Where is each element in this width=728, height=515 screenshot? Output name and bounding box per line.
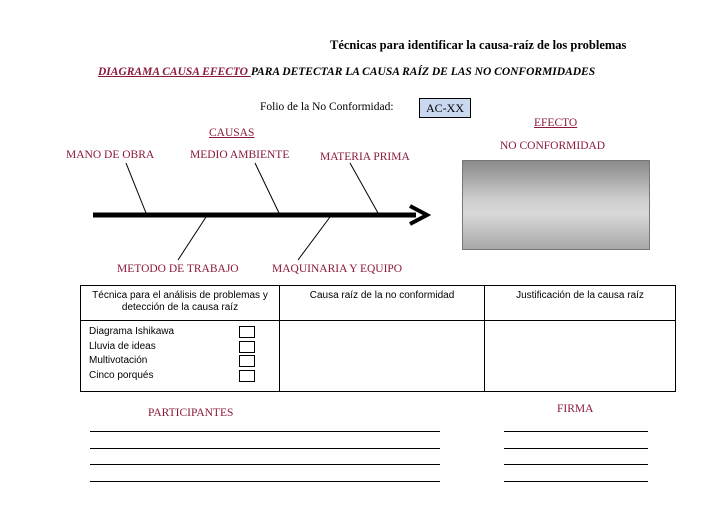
- technique-label: Lluvia de ideas: [89, 340, 156, 352]
- participant-line[interactable]: [90, 464, 440, 465]
- signature-line[interactable]: [504, 448, 648, 449]
- subtitle-diagram-name: DIAGRAMA CAUSA EFECTO: [98, 66, 251, 78]
- technique-list: [81, 321, 280, 392]
- participant-line[interactable]: [90, 481, 440, 482]
- folio-field[interactable]: AC-XX: [419, 98, 471, 118]
- page-title: Técnicas para identificar la causa-raíz de los problemas: [330, 38, 627, 52]
- participant-line[interactable]: [90, 431, 440, 432]
- header-root-cause: Causa raíz de la no conformidad: [280, 286, 485, 321]
- signature-line[interactable]: [504, 481, 648, 482]
- bone-medio-ambiente: [255, 163, 279, 213]
- bone-materia-prima: [350, 163, 378, 213]
- list-item: [89, 340, 271, 355]
- technique-table: [80, 285, 676, 392]
- technique-checkbox[interactable]: [239, 370, 255, 382]
- causas-label: CAUSAS: [209, 127, 255, 139]
- bone-metodo-de-trabajo: [178, 217, 206, 260]
- firma-label: FIRMA: [557, 403, 594, 415]
- technique-checkbox[interactable]: [239, 326, 255, 338]
- signature-line[interactable]: [504, 431, 648, 432]
- table-header-row: [81, 286, 676, 321]
- bone-maquinaria-y-equipo: [298, 217, 330, 260]
- participantes-label: PARTICIPANTES: [148, 407, 234, 419]
- cause-mano-de-obra: MANO DE OBRA: [66, 149, 155, 161]
- technique-label: Multivotación: [89, 355, 148, 366]
- efecto-text: NO CONFORMIDAD: [500, 140, 606, 152]
- participant-line[interactable]: [90, 448, 440, 449]
- root-cause-field[interactable]: [280, 321, 485, 392]
- signature-line[interactable]: [504, 464, 648, 465]
- list-item: [89, 369, 271, 384]
- efecto-label: EFECTO: [534, 117, 578, 129]
- cause-medio-ambiente: MEDIO AMBIENTE: [190, 149, 290, 161]
- header-technique: Técnica para el análisis de problemas y detección de la causa raíz: [81, 286, 280, 321]
- cause-maquinaria-y-equipo: MAQUINARIA Y EQUIPO: [272, 263, 403, 275]
- justification-field[interactable]: [485, 321, 676, 392]
- list-item: [89, 325, 271, 340]
- technique-label: Cinco porqués: [89, 369, 154, 381]
- technique-label: Diagrama Ishikawa: [89, 326, 175, 337]
- list-item: [89, 354, 271, 369]
- header-justification: Justificación de la causa raíz: [485, 286, 676, 321]
- technique-checkbox[interactable]: [239, 355, 255, 367]
- cause-materia-prima: MATERIA PRIMA: [320, 151, 410, 163]
- folio-label: Folio de la No Conformidad:: [260, 101, 394, 113]
- efecto-box: [462, 160, 650, 250]
- subtitle-rest: PARA DETECTAR LA CAUSA RAÍZ DE LAS NO CONFORMIDADES: [250, 66, 596, 78]
- technique-checkbox[interactable]: [239, 341, 255, 353]
- bone-mano-de-obra: [126, 163, 146, 213]
- cause-metodo-de-trabajo: METODO DE TRABAJO: [117, 263, 239, 275]
- table-row: [81, 321, 676, 392]
